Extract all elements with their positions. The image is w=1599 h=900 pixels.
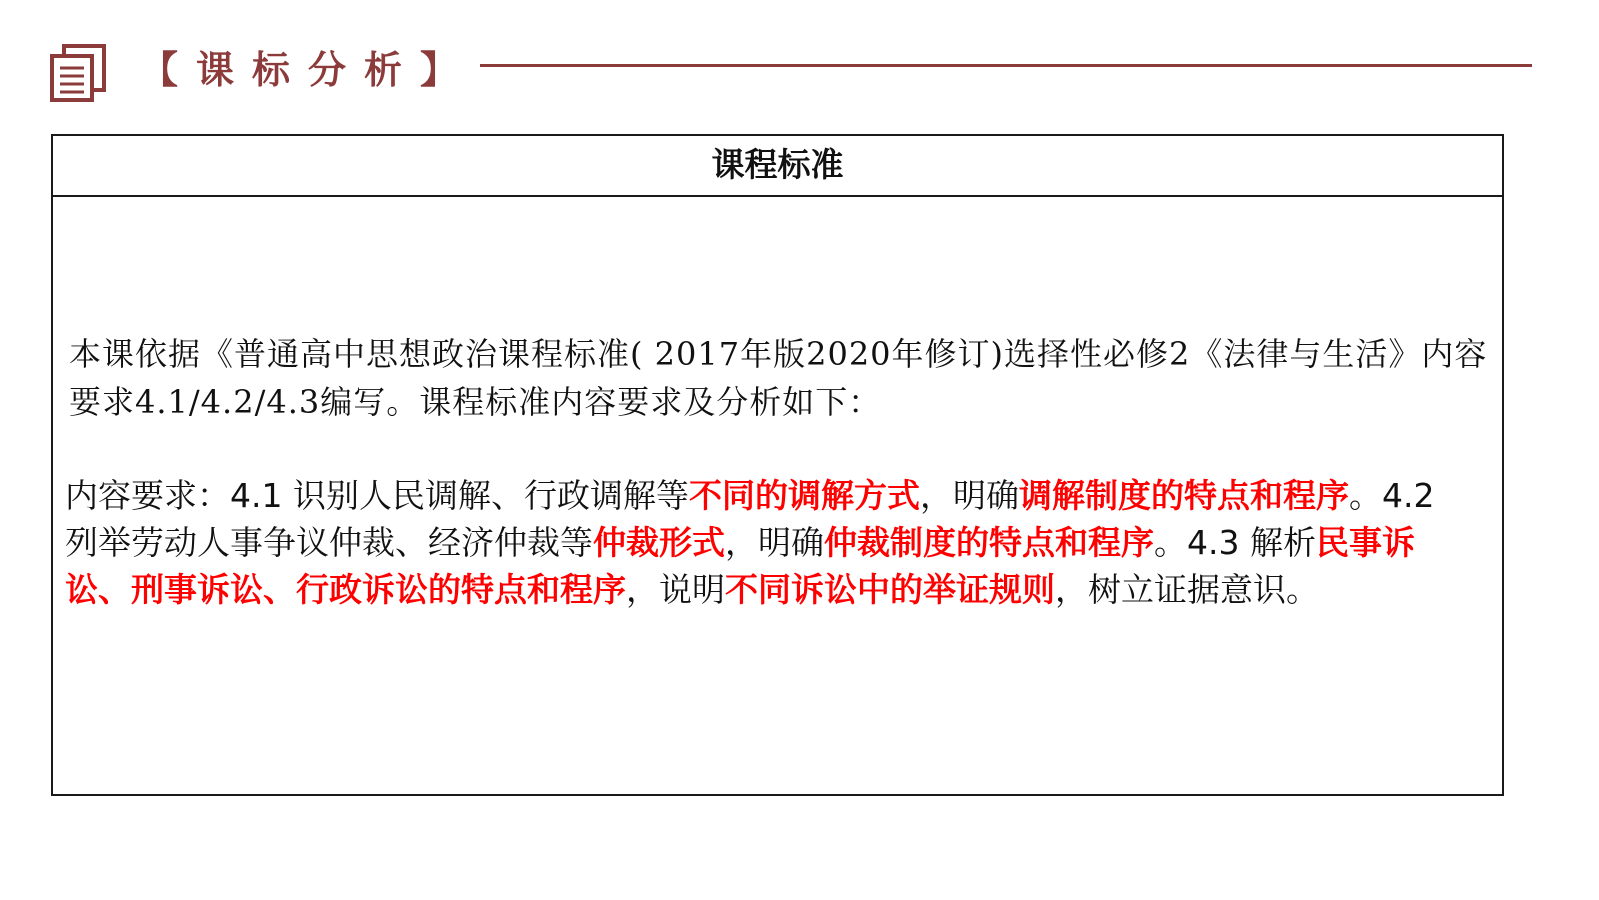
highlighted-phrase: 不同的调解方式 — [688, 476, 920, 515]
document-stack-icon — [50, 44, 106, 102]
requirement-text: ，明确 — [725, 523, 824, 562]
requirement-text: 。4.3 解析 — [1154, 523, 1316, 562]
highlighted-phrase: 仲裁形式 — [593, 523, 725, 562]
panel-title: 课程标准 — [53, 136, 1502, 197]
highlighted-phrase: 调解制度的特点和程序 — [1018, 476, 1349, 515]
intro-paragraph: 本课依据《普通高中思想政治课程标准( 2017年版2020年修订)选择性必修2《法律与生活》内容要求4.1/4.2/4.3编写。课程标准内容要求及分析如下： — [69, 335, 1488, 421]
curriculum-standard-panel — [51, 134, 1504, 796]
requirement-text: ，说明 — [626, 570, 725, 609]
requirement-text: 内容要求：4.1 识别人民调解、行政调解等 — [65, 476, 689, 515]
requirement-text: ，树立证据意识。 — [1055, 570, 1319, 609]
requirement-text: 。4.2 列举劳动人事争议仲裁、经济仲裁等 — [65, 476, 1435, 562]
section-title: 【课标分析】 — [140, 48, 477, 92]
requirement-text: ，明确 — [919, 476, 1019, 515]
highlighted-phrase: 不同诉讼中的举证规则 — [725, 570, 1055, 609]
highlighted-phrase: 民事诉讼、刑事诉讼、行政诉讼的特点和程序 — [65, 523, 1415, 609]
highlighted-phrase: 仲裁制度的特点和程序 — [824, 523, 1154, 562]
header-divider — [480, 64, 1532, 67]
content-requirements — [65, 472, 1475, 613]
